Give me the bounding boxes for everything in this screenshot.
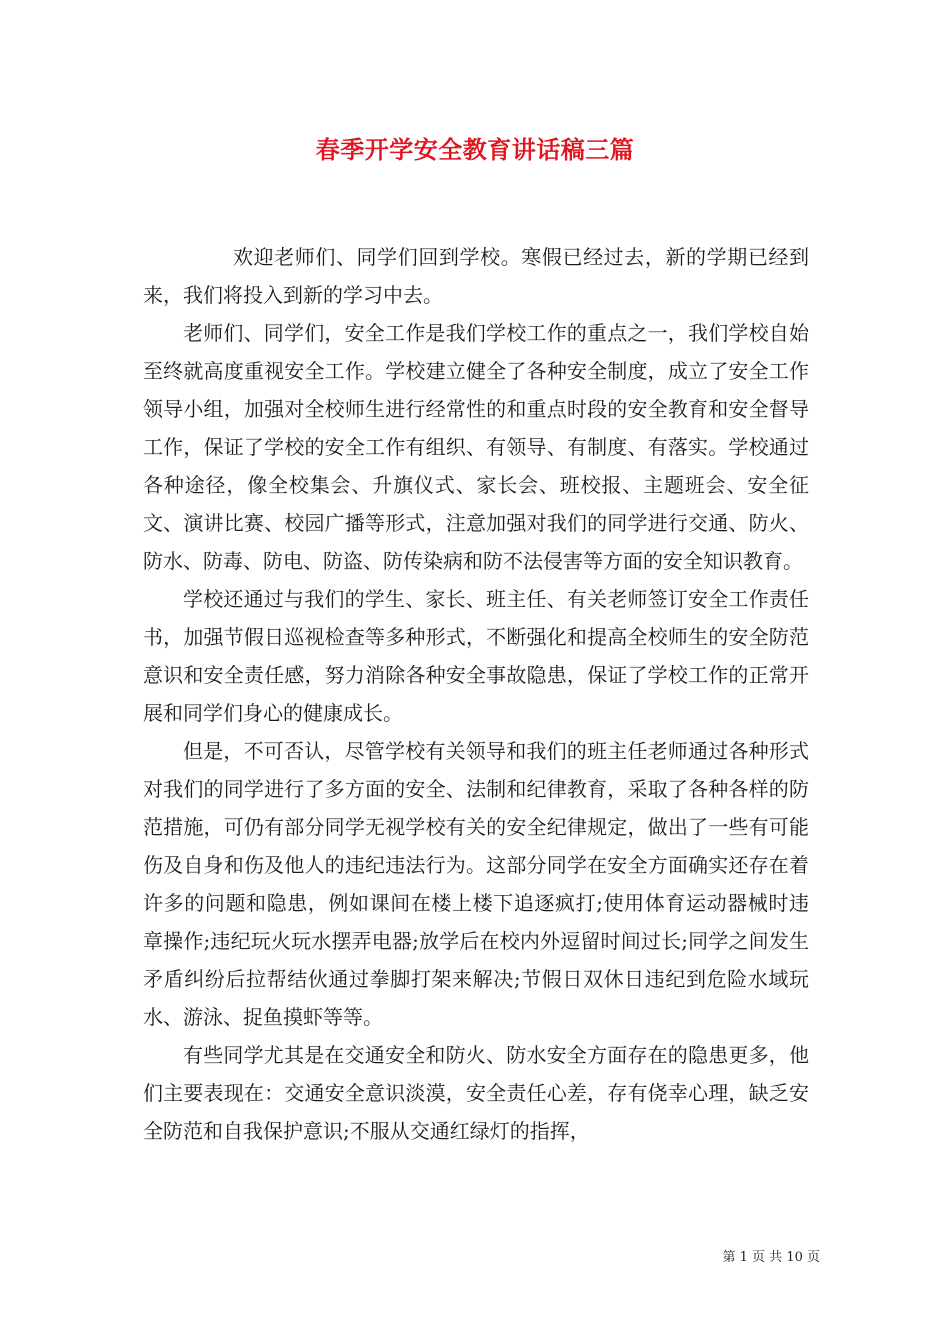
paragraph-safety-work: 老师们、同学们，安全工作是我们学校工作的重点之一，我们学校自始至终就高度重视安全工作。学校建立健全了各种安全制度，成立了安全工作领导小组，加强对全校师生进行经常性的和重点时段的安全教育和安全督导工作，保证了学校的安全工作有组织、有领导、有制度、有落实。学校通过各种途径，像全校集会、升旗仪式、家长会、班校报、主题班会、安全征文、演讲比赛、校园广播等形式，注意加强对我们的同学进行交通、防火、防水、防毒、防电、防盗、防传染病和防不法侵害等方面的安全知识教育。 xyxy=(143,321,809,573)
paragraph-traffic-hazards: 有些同学尤其是在交通安全和防火、防水安全方面存在的隐患更多，他们主要表现在：交通安全意识淡漠，安全责任心差，存有侥幸心理，缺乏安全防范和自我保护意识;不服从交通红绿灯的指挥， xyxy=(143,1043,809,1143)
paragraph-responsibility: 学校还通过与我们的学生、家长、班主任、有关老师签订安全工作责任书，加强节假日巡视检查等多种形式，不断强化和提高全校师生的安全防范意识和安全责任感，努力消除各种安全事故隐患，保证了学校工作的正常开展和同学们身心的健康成长。 xyxy=(143,587,809,725)
page-number-footer: 第 1 页 共 10 页 xyxy=(722,1250,820,1265)
paragraph-welcome: 欢迎老师们、同学们回到学校。寒假已经过去，新的学期已经到来，我们将投入到新的学习中去。 xyxy=(143,245,809,307)
paragraph-problems: 但是，不可否认，尽管学校有关领导和我们的班主任老师通过各种形式对我们的同学进行了多方面的安全、法制和纪律教育，采取了各种各样的防范措施，可仍有部分同学无视学校有关的安全纪律规定，做出了一些有可能伤及自身和伤及他人的违纪违法行为。这部分同学在安全方面确实还存在着许多的问题和隐患，例如课间在楼上楼下追逐疯打;使用体育运动器械时违章操作;违纪玩火玩水摆弄电器;放学后在校内外逗留时间过长;同学之间发生矛盾纠纷后拉帮结伙通过拳脚打架来解决;节假日双休日违纪到危险水域玩水、游泳、捉鱼摸虾等等。 xyxy=(143,739,809,1029)
document-title: 春季开学安全教育讲话稿三篇 xyxy=(315,135,635,164)
document-body xyxy=(143,238,809,1150)
